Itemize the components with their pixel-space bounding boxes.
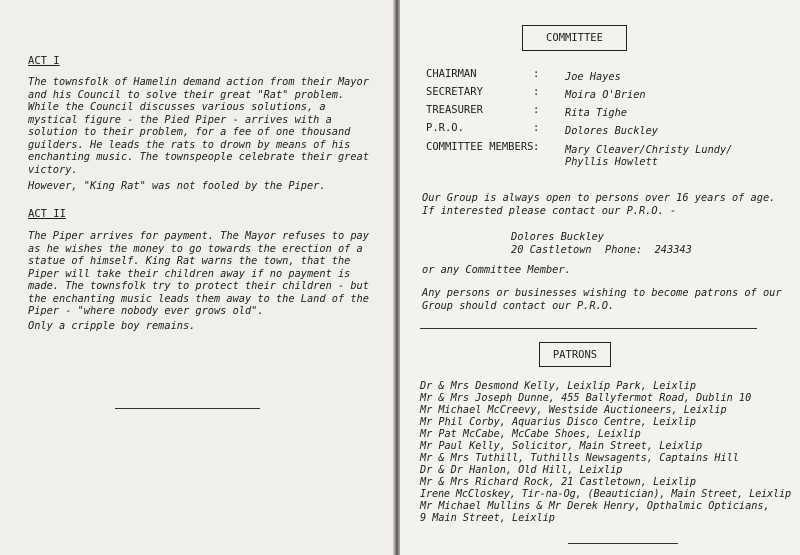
name-committee-members-cont: Phyllis Howlett <box>565 156 658 168</box>
act1-heading: ACT I <box>28 55 60 67</box>
role-committee-members: COMMITTEE MEMBERS <box>426 141 534 153</box>
patron-entry: Mr & Mrs Joseph Dunne, 455 Ballyfermot Road, Dublin 10 <box>420 393 752 404</box>
act1-line: guilders. He leads the rats to drown by means of his <box>28 138 351 151</box>
role-chairman: CHAIRMAN <box>426 68 477 80</box>
patron-entry: Mr Phil Corby, Aquarius Disco Centre, Leixlip <box>420 417 697 428</box>
or-committee-member: or any Committee Member. <box>422 264 571 276</box>
name-chairman: Joe Hayes <box>565 71 621 83</box>
act1-paragraph <box>28 76 368 176</box>
group-contact-line: If interested please contact our P.R.O. - <box>422 205 677 217</box>
role-colon: : <box>533 68 540 80</box>
name-pro: Dolores Buckley <box>565 125 658 137</box>
signature-divider <box>115 408 260 409</box>
patrons-title: PATRONS <box>552 348 598 361</box>
name-committee-members: Mary Cleaver/Christy Lundy/ <box>565 144 733 156</box>
role-pro: P.R.O. <box>426 122 464 134</box>
act2-line: made. The townsfolk try to protect their children - but <box>28 280 369 292</box>
role-colon: : <box>533 122 540 134</box>
role-colon: : <box>533 141 540 153</box>
act2-line: The Piper arrives for payment. The Mayor refuses to pay <box>28 230 369 242</box>
left-page <box>0 0 395 555</box>
patron-entry: 9 Main Street, Leixlip <box>420 513 555 524</box>
contact-phone: Phone: 243343 <box>605 244 692 256</box>
patron-entry: Dr & Mrs Desmond Kelly, Leixlip Park, Leixlip <box>420 381 697 392</box>
contact-address: 20 Castletown <box>511 244 592 256</box>
committee-title: COMMITTEE <box>546 32 603 44</box>
patron-entry: Mr & Mrs Tuthill, Tuthills Newsagents, Captains Hill <box>420 453 739 464</box>
act2-line: Piper will take their children away if no payment is <box>28 267 351 280</box>
role-treasurer: TREASURER <box>426 104 483 116</box>
act1-line: mystical figure - the Pied Piper - arrives with a <box>28 113 332 126</box>
act1-line: victory. <box>28 163 78 176</box>
act1-line: While the Council discusses various solutions, a <box>28 101 326 113</box>
right-page <box>400 0 800 555</box>
name-treasurer: Rita Tighe <box>565 107 627 119</box>
act2-line: the enchanting music leads them away to the Land of the <box>28 292 369 305</box>
act1-line: enchanting music. The townspeople celebrate their great <box>28 151 369 163</box>
patron-entry: Mr Paul Kelly, Solicitor, Main Street, Leixlip <box>420 441 703 452</box>
act1-closing: However, "King Rat" was not fooled by the Piper. <box>28 180 326 192</box>
patrons-title-box <box>539 342 611 367</box>
patron-entry: Mr Michael Mullins & Mr Derek Henry, Opthalmic Opticians, <box>420 501 770 512</box>
bottom-divider <box>568 543 678 544</box>
act2-line: Piper - "where nobody ever grows old". <box>28 305 264 317</box>
role-secretary: SECRETARY <box>426 86 483 98</box>
patron-entry: Mr & Mrs Richard Rock, 21 Castletown, Leixlip <box>420 477 697 488</box>
patron-entry: Irene McCloskey, Tir-na-Og, (Beautician), Main Street, Leixlip <box>420 489 791 500</box>
committee-title-box <box>522 25 627 51</box>
section-divider <box>420 328 757 329</box>
act2-line: as he wishes the money to go towards the erection of a <box>28 242 363 255</box>
act2-paragraph <box>28 230 368 318</box>
patron-entry: Dr & Dr Hanlon, Old Hill, Leixlip <box>420 465 623 476</box>
act1-line: and his Council to solve their great "Rat" problem. <box>28 88 345 101</box>
act2-line: statue of himself. King Rat warns the town, that the <box>28 255 351 267</box>
name-secretary: Moira O'Brien <box>565 89 646 101</box>
act2-heading: ACT II <box>28 208 66 220</box>
patron-entry: Mr Pat McCabe, McCabe Shoes, Leixlip <box>420 429 641 440</box>
contact-name: Dolores Buckley <box>511 231 604 243</box>
patron-invite-line: Any persons or businesses wishing to become patrons of our <box>422 287 782 299</box>
role-colon: : <box>533 104 540 116</box>
group-open-line: Our Group is always open to persons over 16 years of age. <box>422 192 776 204</box>
act1-line: The townsfolk of Hamelin demand action from their Mayor <box>28 76 369 88</box>
act2-closing: Only a cripple boy remains. <box>28 320 196 332</box>
role-colon: : <box>533 86 540 98</box>
patron-entry: Mr Michael McCreevy, Westside Auctioneers, Leixlip <box>420 405 727 416</box>
act1-line: solution to their problem, for a fee of one thousand <box>28 126 351 138</box>
patron-invite-line: Group should contact our P.R.O. <box>422 300 615 312</box>
